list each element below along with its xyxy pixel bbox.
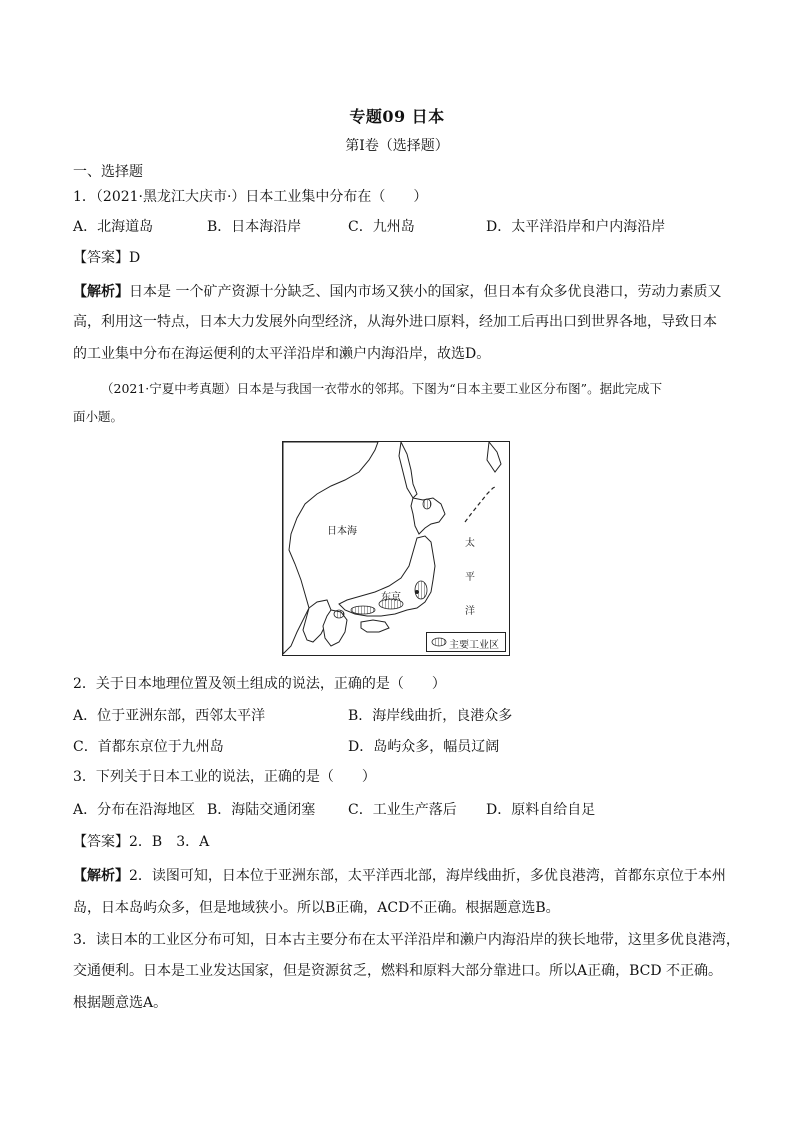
legend-label: 主要工业区 bbox=[449, 640, 499, 651]
q3-analysis-text-1: 2．读图可知，日本位于亚洲东部，太平洋西北部，海岸线曲折，多优良港湾，首都东京位于本州 bbox=[129, 868, 726, 884]
q3-analysis-line-1 bbox=[73, 865, 726, 887]
page-title: 专题09 日本 bbox=[349, 107, 445, 126]
map-label-ocean-1: 太 bbox=[465, 538, 475, 549]
q3-answer: 【答案】2．B 3．A bbox=[73, 834, 210, 850]
q3-option-d: D．原料自给自足 bbox=[486, 802, 596, 818]
q3-option-a: A．分布在沿海地区 bbox=[73, 802, 196, 818]
japan-industrial-map bbox=[282, 441, 510, 656]
q2-option-c: C．首都东京位于九州岛 bbox=[73, 739, 224, 755]
q1-analysis-line-1 bbox=[73, 281, 721, 303]
kuril-islands bbox=[465, 486, 497, 522]
q1-analysis-line-3: 的工业集中分布在海运便利的太平洋沿岸和濑户内海沿岸，故选D。 bbox=[73, 346, 491, 362]
q2-option-b: B．海岸线曲折，良港众多 bbox=[348, 708, 513, 724]
q1-option-c: C．九州岛 bbox=[348, 219, 415, 235]
q3-stem: 3．下列关于日本工业的说法，正确的是（ ） bbox=[73, 769, 376, 785]
q1-option-d: D．太平洋沿岸和户内海沿岸 bbox=[486, 219, 666, 235]
industrial-zone-setouchi bbox=[351, 606, 375, 614]
q2-option-a: A．位于亚洲东部，西邻太平洋 bbox=[73, 708, 266, 724]
intro-line-1: （2021·宁夏中考真题）日本是与我国一衣带水的邻邦。下图为“日本主要工业区分布图”。据此完成下 bbox=[101, 381, 663, 396]
map-label-ocean-3: 洋 bbox=[465, 606, 475, 617]
industrial-zone-hokkaido bbox=[423, 499, 431, 509]
q3-option-c: C．工业生产落后 bbox=[348, 802, 457, 818]
shikoku bbox=[361, 620, 389, 632]
section-heading: 一、选择题 bbox=[73, 164, 143, 180]
legend-hatch-icon bbox=[429, 633, 449, 651]
q3-analysis-line-5: 根据题意选A。 bbox=[73, 995, 168, 1011]
q3-analysis-line-2: 岛，日本岛屿众多，但是地域狭小。所以B正确，ACD不正确。根据题意选B。 bbox=[73, 900, 560, 916]
q3-option-b: B．海陆交通闭塞 bbox=[207, 802, 316, 818]
map-drawing bbox=[283, 442, 510, 656]
map-label-tokyo: 东京 bbox=[381, 592, 401, 603]
q2-option-d: D．岛屿众多，幅员辽阔 bbox=[348, 739, 500, 755]
q1-analysis-text-1: 日本是 一个矿产资源十分缺乏、国内市场又狭小的国家，但日本有众多优良港口，劳动力素质又 bbox=[129, 284, 722, 300]
q2-stem: 2．关于日本地理位置及领土组成的说法，正确的是（ ） bbox=[73, 676, 446, 692]
q1-option-b: B．日本海沿岸 bbox=[207, 219, 302, 235]
map-label-sea: 日本海 bbox=[327, 526, 357, 537]
tokyo-marker bbox=[415, 590, 419, 594]
sakhalin bbox=[399, 442, 417, 498]
q1-analysis-line-2: 高，利用这一特点，日本大力发展外向型经济，从海外进口原料，经加工后再出口到世界各地，导致日本 bbox=[73, 314, 717, 330]
q1-stem: 1．（2021·黑龙江大庆市·）日本工业集中分布在（ ） bbox=[73, 189, 428, 205]
q1-analysis-label: 【解析】 bbox=[73, 284, 129, 300]
industrial-zone-keihin bbox=[415, 581, 427, 599]
q1-option-a: A．北海道岛 bbox=[73, 219, 154, 235]
intro-line-2: 面小题。 bbox=[73, 409, 124, 424]
kamchatka-tip bbox=[487, 442, 501, 472]
q3-analysis-line-4: 交通便利。日本是工业发达国家，但是资源贫乏，燃料和原料大部分靠进口。所以A正确，BCD 不正确。 bbox=[73, 963, 723, 979]
page-subtitle: 第I卷（选择题） bbox=[345, 138, 449, 154]
map-legend bbox=[426, 632, 506, 652]
q1-answer: 【答案】D bbox=[73, 250, 141, 266]
q3-analysis-line-3: 3．读日本的工业区分布可知，日本古主要分布在太平洋沿岸和濑户内海沿岸的狭长地带，这里多优良港湾， bbox=[73, 932, 740, 948]
industrial-zone-kitakyushu bbox=[334, 610, 344, 618]
map-label-ocean-2: 平 bbox=[465, 572, 475, 583]
q3-analysis-label: 【解析】 bbox=[73, 868, 129, 884]
